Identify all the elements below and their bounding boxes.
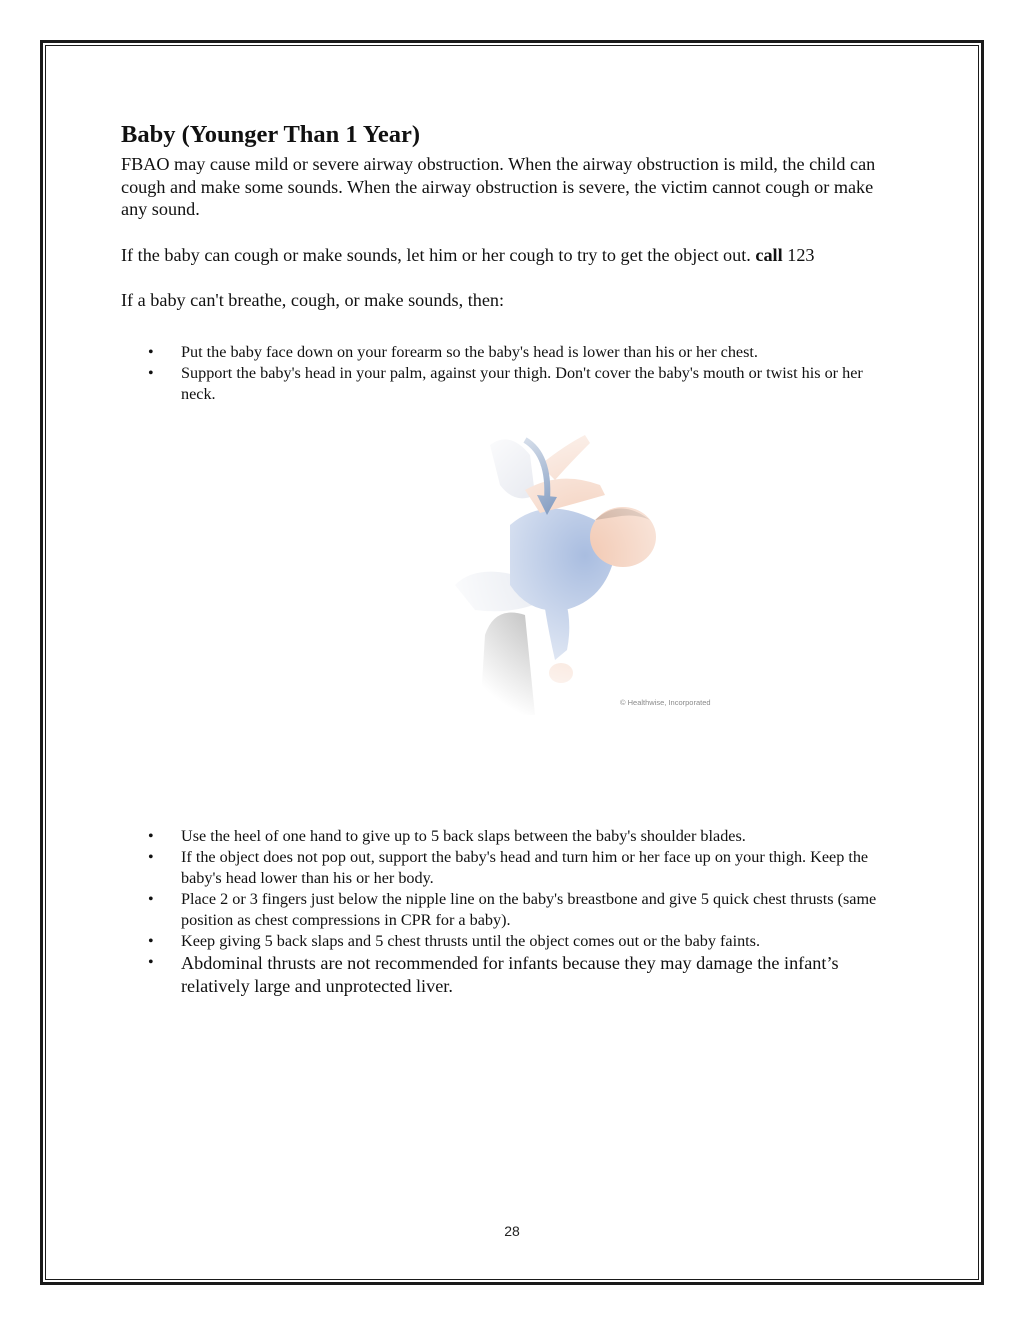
steps-list-after-image: [121, 826, 911, 997]
back-slap-illustration: [455, 425, 715, 715]
bullet-icon: •: [148, 933, 154, 950]
bullet-icon: •: [148, 954, 154, 971]
cough-text: If the baby can cough or make sounds, let him or her cough to try to get the object out.: [121, 244, 751, 265]
bullet-icon: •: [148, 344, 154, 361]
list-item-text: Place 2 or 3 fingers just below the nipple line on the baby's breastbone and give 5 quick chest thrusts (same position as chest compressions in CPR for a baby).: [181, 890, 877, 929]
bullet-icon: •: [148, 828, 154, 845]
list-item: [121, 889, 911, 931]
list-item-text: Abdominal thrusts are not recommended for infants because they may damage the infant’s relatively large and unprotected liver.: [181, 953, 839, 996]
cough-paragraph: [121, 244, 901, 267]
list-item-text: Keep giving 5 back slaps and 5 chest thrusts until the object comes out or the baby faints.: [181, 932, 761, 950]
intro-paragraph: FBAO may cause mild or severe airway obstruction. When the airway obstruction is mild, the child can cough and make some sounds. When the airway obstruction is severe, the victim cannot cough or make any sound.: [121, 154, 876, 219]
steps-list-before-image: [121, 342, 901, 405]
bullet-icon: •: [148, 365, 154, 382]
image-credit: © Healthwise, Incorporated: [620, 698, 711, 707]
list-item: [121, 826, 911, 847]
list-item: [121, 363, 901, 405]
list-item: [121, 342, 901, 363]
list-item-text: Support the baby's head in your palm, against your thigh. Don't cover the baby's mouth or twist his or her neck.: [181, 364, 863, 403]
list-item-text: Put the baby face down on your forearm so the baby's head is lower than his or her chest.: [181, 343, 758, 361]
main-content: [121, 120, 901, 312]
page-heading: Baby (Younger Than 1 Year): [121, 121, 421, 148]
list-item-text: If the object does not pop out, support the baby's head and turn him or her face up on your thigh. Keep the baby's head lower than his or her body.: [181, 848, 869, 887]
cannot-breathe-paragraph: If a baby can't breathe, cough, or make sounds, then:: [121, 290, 505, 310]
list-item: [121, 931, 911, 952]
bullet-icon: •: [148, 891, 154, 908]
page-number: 28: [504, 1223, 520, 1239]
list-item: [121, 952, 911, 997]
bullet-icon: •: [148, 849, 154, 866]
list-item-text: Use the heel of one hand to give up to 5 back slaps between the baby's shoulder blades.: [181, 827, 746, 845]
call-bold: call: [755, 244, 783, 265]
call-number: 123: [787, 244, 815, 265]
list-item: [121, 847, 911, 889]
